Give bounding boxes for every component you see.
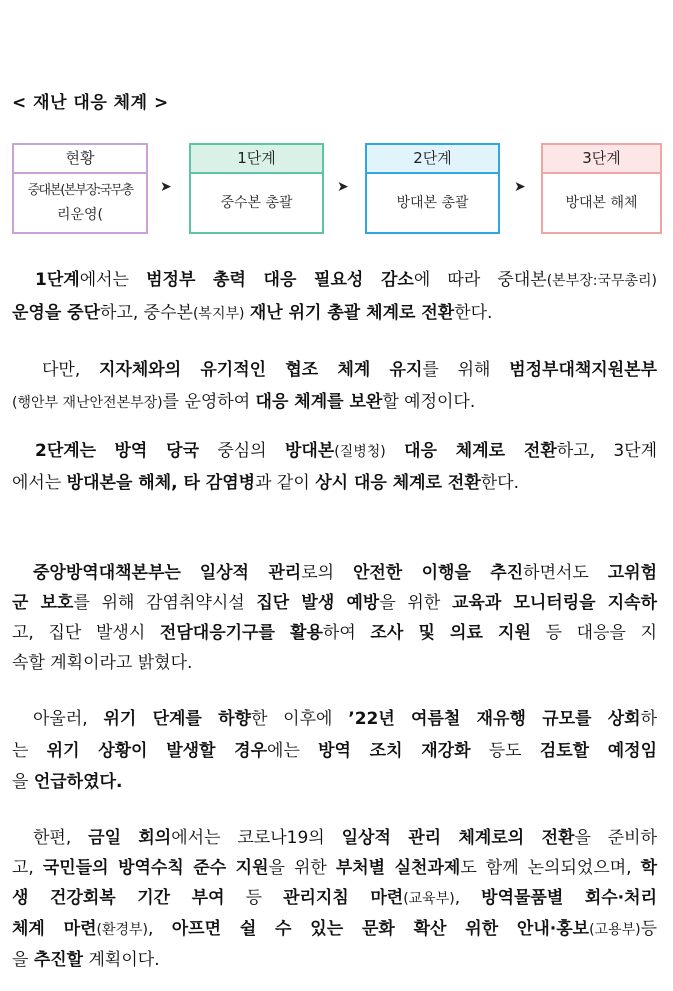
text-line [12, 648, 657, 678]
bold-text: 대응 체계로 전환 [404, 441, 557, 461]
text-line [12, 883, 657, 914]
text-run: 한다. [454, 303, 493, 323]
bold-text: 운영을 중단 [12, 303, 101, 323]
arrow-right-icon: ➤ [337, 179, 349, 195]
text-run: , [454, 888, 482, 908]
bold-text: 위기 상황이 발생할 경우 [46, 740, 268, 761]
stage-box-step-2 [365, 143, 500, 234]
text-run [386, 441, 404, 461]
text-line [12, 588, 657, 618]
stage-body-line: 방대본 해체 [565, 195, 638, 211]
text-run: 하여 [322, 623, 371, 643]
bold-text: 1단계 [35, 270, 80, 290]
text-line [12, 945, 657, 975]
text-run: 를 위해 [422, 360, 510, 380]
bold-text: 안전한 이행을 추진 [352, 563, 524, 583]
stage-body-line: 중대본(본부장:국무총 [27, 183, 133, 198]
bold-text: 방역물품별 회수·처리 [481, 888, 657, 908]
paragraph-reinforcement [12, 704, 657, 799]
text-run: 하고, 3단계 [556, 441, 657, 461]
note-text: (본부장:국무총리) [546, 273, 657, 289]
text-run: 로의 [301, 563, 353, 583]
bold-text: 교육과 모니터링을 지속하 [451, 593, 658, 613]
text-run: 중심의 [199, 441, 285, 461]
stage-box-step-1 [189, 143, 324, 234]
text-run: 에는 [267, 740, 319, 761]
bold-text: 전담대응기구를 활용 [159, 623, 323, 643]
paragraph-ministry-tasks [12, 823, 657, 975]
arrow-right-icon: ➤ [160, 179, 172, 195]
stage-body [191, 174, 322, 232]
bold-text: 관리지침 마련 [283, 888, 404, 908]
stage-header: 현황 [14, 145, 146, 174]
text-run: 을 위한 [379, 593, 452, 613]
text-run: 에서는 코로나19의 [171, 828, 342, 848]
bold-text: ’22년 여름철 재유행 규모를 상회 [348, 709, 641, 729]
text-run: 도 함께 논의되었으며, [460, 858, 641, 878]
note-text: (복지부) [192, 306, 245, 322]
bold-text: 아프면 쉴 수 있는 문화 확산 위한 안내·홍보 [171, 919, 590, 939]
text-run: 에서는 [79, 270, 147, 290]
section-heading: < 재난 대응 체계 > [12, 93, 169, 113]
bold-text: 조사 및 의료 지원 [370, 623, 531, 643]
text-run: 을 준비하 [574, 828, 658, 848]
text-line [12, 468, 657, 499]
text-line [12, 436, 657, 468]
text-run: 등 대응을 지 [530, 623, 657, 643]
bold-text: 학 [640, 858, 658, 878]
stage-body-line: 리운영( [56, 207, 104, 223]
bold-text: 방대본 [284, 441, 335, 461]
bold-text: 일상적 관리 [199, 563, 302, 583]
text-run [96, 441, 114, 461]
bold-text: 생 건강회복 기간 부여 [12, 888, 225, 908]
text-run: 는 [12, 740, 47, 761]
note-text: (환경부) [96, 922, 149, 938]
bold-text: 고위험 [607, 563, 657, 583]
text-run: 과 같이 [255, 473, 316, 493]
arrow-right-icon: ➤ [514, 179, 526, 195]
bold-text: 상시 대응 체계로 전환 [315, 473, 481, 493]
stage-body-line: 방대본 총괄 [396, 195, 469, 211]
bold-text: 대응 체계를 보완 [255, 392, 383, 412]
text-run: 속할 계획이라고 밝혔다. [12, 653, 193, 673]
note-text: (행안부 재난안전본부장) [12, 395, 163, 411]
stage-header: 2단계 [367, 145, 498, 174]
note-text: (고용부) [589, 922, 641, 938]
text-run: 한다. [480, 473, 519, 493]
text-run: 등 [640, 919, 658, 939]
bold-text: 중앙방역대책본부는 [33, 563, 181, 583]
text-line [12, 736, 657, 768]
stage-header: 1단계 [191, 145, 322, 174]
stage-header: 3단계 [543, 145, 660, 174]
text-run: 하 [640, 709, 658, 729]
text-run: 고, [12, 858, 43, 878]
text-line [12, 264, 657, 297]
bold-text: 방대본을 해체, 타 감염병 [66, 473, 256, 493]
text-run: 을 위한 [268, 858, 336, 878]
bold-text: 범정부 총력 대응 필요성 감소 [146, 270, 414, 290]
bold-text: 방역 당국 [114, 441, 199, 461]
text-run: 에서는 [12, 473, 67, 493]
bold-text: 방역 조치 재강화 [318, 740, 471, 761]
bold-text: 재난 위기 총괄 체계로 전환 [249, 303, 455, 323]
paragraph-step-2-3 [12, 436, 657, 499]
text-run: 고, 집단 발생시 [12, 623, 160, 643]
stage-body [543, 174, 660, 232]
bold-text: 위기 단계를 하향 [103, 709, 251, 729]
note-text: (질병청) [334, 444, 386, 460]
text-line [12, 823, 657, 853]
text-run: 을 [12, 772, 34, 792]
paragraph-kdca-plan [12, 558, 657, 678]
bold-text: 2단계는 [35, 441, 97, 461]
text-line [12, 618, 657, 648]
bold-text: 검토할 예정임 [539, 740, 658, 761]
bold-text: 체계 마련 [12, 919, 97, 939]
bold-text: 지자체와의 유기적인 협조 체계 유지 [99, 360, 423, 380]
text-run: 한 이후에 [250, 709, 349, 729]
bold-text: 일상적 관리 체계로의 전환 [341, 828, 575, 848]
text-line [12, 354, 657, 386]
text-run: 을 [12, 950, 34, 970]
stage-box-current [12, 143, 148, 234]
text-line [12, 914, 657, 945]
bold-text: 범정부대책지원본부 [509, 360, 657, 380]
bold-text: 부처별 실천과제 [335, 858, 461, 878]
text-run: 하면서도 [523, 563, 608, 583]
text-line [12, 386, 657, 419]
stage-box-step-3 [541, 143, 662, 234]
text-run [181, 563, 200, 583]
stage-body [14, 174, 146, 232]
text-run: 등도 [470, 740, 540, 761]
text-line [12, 853, 657, 883]
text-run: 에 따라 중대본 [413, 270, 547, 290]
stage-body-line: 중수본 총괄 [220, 195, 293, 211]
bold-text: 집단 발생 예방 [256, 593, 380, 613]
text-line [12, 558, 657, 588]
text-line [12, 704, 657, 736]
bold-text: 추진할 [33, 950, 84, 970]
note-text: (교육부) [403, 891, 455, 907]
bold-text: 국민들의 방역수칙 준수 지원 [42, 858, 269, 878]
text-run: 할 예정이다. [382, 392, 476, 412]
text-run: 아울러, [33, 709, 104, 729]
bold-text: 군 보호 [12, 593, 74, 613]
stage-body [367, 174, 498, 232]
text-run: 다만, [42, 360, 99, 380]
text-run: 를 위해 감염취약시설 [73, 593, 257, 613]
paragraph-step-1 [12, 264, 657, 330]
text-line [12, 297, 657, 330]
text-line [12, 767, 657, 799]
bold-text: 금일 회의 [88, 828, 172, 848]
text-run: , [148, 919, 172, 939]
text-run: 한편, [33, 828, 89, 848]
paragraph-support-hq [12, 354, 657, 419]
bold-text: 언급하였다. [33, 772, 123, 792]
text-run: 계획이다. [83, 950, 160, 970]
text-run: 하고, 중수본 [100, 303, 193, 323]
text-run: 를 운영하여 [162, 392, 256, 412]
text-run: 등 [224, 888, 284, 908]
